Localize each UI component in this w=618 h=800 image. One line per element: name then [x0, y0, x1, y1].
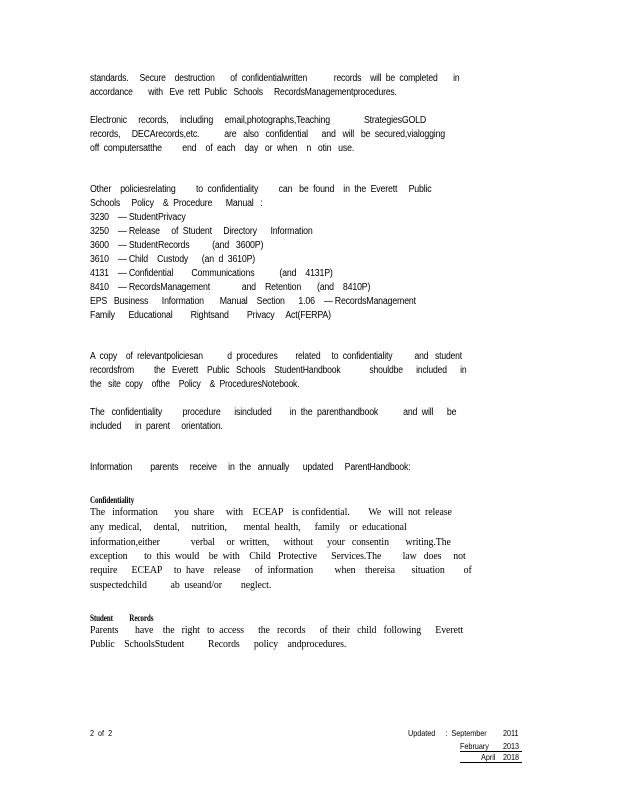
policy-item: 3230 — StudentPrivacy: [90, 212, 186, 223]
text-line: Electronic records, including email,photographs,Teaching StrategiesGOLD: [90, 115, 427, 126]
text-line: information,either verbal or written, without your consentin writing.The: [90, 537, 451, 548]
updated-year: 2011: [503, 728, 519, 738]
text-line: any medical, dental, nutrition, mental health, family or educational: [90, 522, 407, 533]
policy-item: 8410 — RecordsManagement and Retention (and 8410P): [90, 282, 371, 293]
policy-item: 4131 — Confidential Communications (and 4131P): [90, 268, 333, 279]
text-line: Public SchoolsStudent Records policy andprocedures.: [90, 639, 347, 650]
text-line: the site copy ofthe Policy & ProceduresNotebook.: [90, 379, 300, 390]
text-line: included in parent orientation.: [90, 421, 223, 432]
text-line: require ECEAP to have release of information when thereisa situation of: [90, 565, 472, 576]
text-line: Information parents receive in the annually updated ParentHandbook:: [90, 462, 411, 473]
updated-year: 2013: [503, 741, 520, 751]
text-line: Parents have the right to access the records of their child following Everett: [90, 625, 464, 636]
policy-item: Family Educational Rightsand Privacy Act(FERPA): [90, 310, 331, 321]
updated-year: 2018: [503, 752, 520, 762]
updated-month: April: [481, 752, 496, 762]
text-line: recordsfrom the Everett Public Schools StudentHandbook shouldbe included in: [90, 365, 467, 376]
policy-item: 3610 — Child Custody (an d 3610P): [90, 254, 256, 265]
text-line: Schools Policy & Procedure Manual :: [90, 198, 263, 209]
text-line: A copy of relevantpoliciesan d procedures related to confidentiality and student: [90, 351, 463, 362]
updated-month: February: [460, 741, 489, 751]
policy-item: 3600 — StudentRecords (and 3600P): [90, 240, 264, 251]
page-number: 2 of 2: [90, 728, 113, 738]
policy-item: EPS Business Information Manual Section 1.06 — RecordsManagement: [90, 296, 416, 307]
text-line: Other policiesrelating to confidentiality can be found in the Everett Public: [90, 184, 432, 195]
updated-label: Updated : September: [408, 728, 487, 738]
text-line: accordance with Eve rett Public Schools RecordsManagementprocedures.: [90, 87, 397, 98]
underline: [460, 762, 522, 763]
text-line: The confidentiality procedure isincluded in the parenthandbook and will be: [90, 407, 457, 418]
text-line: off computersatthe end of each day or when n otin use.: [90, 143, 355, 154]
text-line: The information you share with ECEAP is confidential. We will not release: [90, 507, 452, 518]
policy-item: 3250 — Release of Student Directory Information: [90, 226, 313, 237]
text-line: standards. Secure destruction of confidentialwritten records will be completed in: [90, 73, 460, 84]
section-heading-student-records: Student Records: [90, 613, 154, 623]
text-line: records, DECArecords,etc. are also confidential and will be secured,vialogging: [90, 129, 446, 140]
text-line: exception to this would be with Child Protective Services.The law does not: [90, 551, 466, 562]
text-line: suspectedchild ab useand/or neglect.: [90, 580, 272, 591]
section-heading-confidentiality: Confidentiality: [90, 495, 135, 505]
